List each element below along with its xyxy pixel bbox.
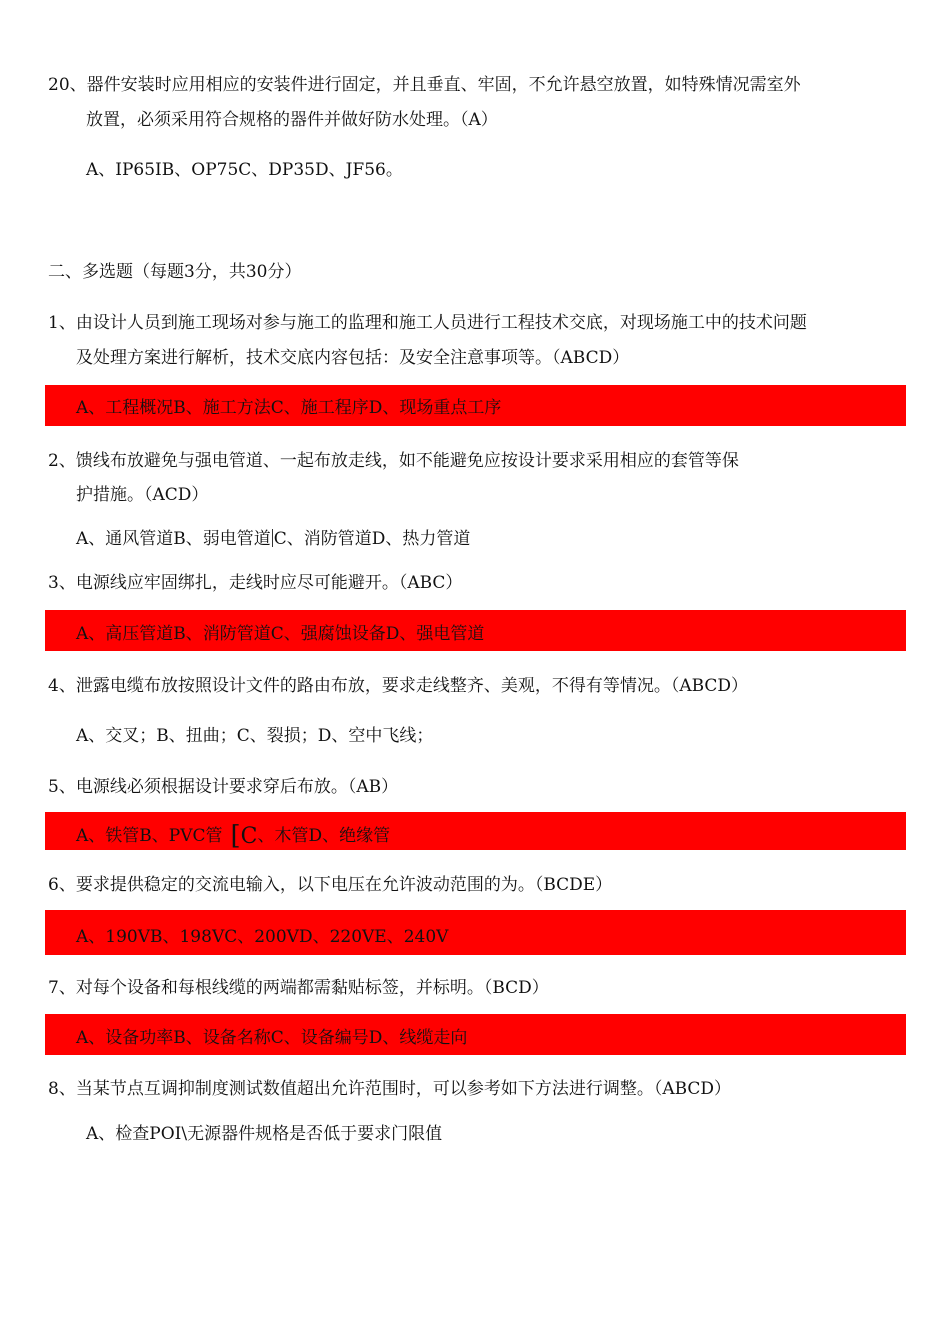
m2-line2: 护措施。（ACD）	[76, 485, 209, 505]
section-heading: 二、多选题（每题3分，共30分）	[48, 262, 302, 282]
m5-option	[76, 821, 391, 851]
m5-option-b: 、木管D、绝缘管	[257, 826, 391, 846]
m1-option: A、工程概况B、施工方法C、施工程序D、现场重点工序	[76, 398, 502, 418]
m2-option-a: A、通风管道B、弱电管道	[76, 529, 271, 549]
m1-line1: 1、由设计人员到施工现场对参与施工的监理和施工人员进行工程技术交底，对现场施工中的技术问题	[48, 313, 807, 333]
m7-line1: 7、对每个设备和每根线缆的两端都需黏贴标签，并标明。（BCD）	[48, 978, 549, 998]
m3-line1: 3、电源线应牢固绑扎，走线时应尽可能避开。（ABC）	[48, 573, 463, 593]
m4-option: A、交叉；B、扭曲；C、裂损；D、空中飞线；	[76, 726, 434, 746]
m3-option: A、高压管道B、消防管道C、强腐蚀设备D、强电管道	[76, 624, 485, 644]
m5-option-a: A、铁管B、PVC管	[76, 826, 223, 846]
text-cursor-mark	[272, 529, 273, 547]
m5-bracket: [	[230, 821, 241, 851]
m1-line2: 及处理方案进行解析，技术交底内容包括：及安全注意事项等。（ABCD）	[76, 348, 630, 368]
m8-option: A、检查POI\无源器件规格是否低于要求门限值	[86, 1124, 443, 1144]
q20-line2: 放置，必须采用符合规格的器件并做好防水处理。（A）	[86, 110, 498, 130]
m5-option-c: C	[240, 824, 258, 849]
m6-line1: 6、要求提供稳定的交流电输入，以下电压在允许波动范围的为。（BCDE）	[48, 875, 613, 895]
q20-line1: 20、器件安装时应用相应的安装件进行固定，并且垂直、牢固，不允许悬空放置，如特殊情况需室外	[48, 75, 801, 95]
m2-line1: 2、馈线布放避免与强电管道、一起布放走线，如不能避免应按设计要求采用相应的套管等保	[48, 451, 739, 471]
m7-option: A、设备功率B、设备名称C、设备编号D、线缆走向	[76, 1028, 468, 1048]
m2-option-b: C、消防管道D、热力管道	[273, 529, 471, 549]
m5-line1: 5、电源线必须根据设计要求穿后布放。（AB）	[48, 777, 399, 797]
q20-option: A、IP65IB、OP75C、DP35D、JF56。	[86, 160, 403, 180]
m6-option: A、190VB、198VC、200VD、220VE、240V	[76, 927, 449, 947]
m2-option	[76, 527, 470, 551]
m8-line1: 8、当某节点互调抑制度测试数值超出允许范围时，可以参考如下方法进行调整。（ABCD）	[48, 1079, 732, 1099]
m4-line1: 4、泄露电缆布放按照设计文件的路由布放，要求走线整齐、美观，不得有等情况。（ABCD）	[48, 676, 749, 696]
